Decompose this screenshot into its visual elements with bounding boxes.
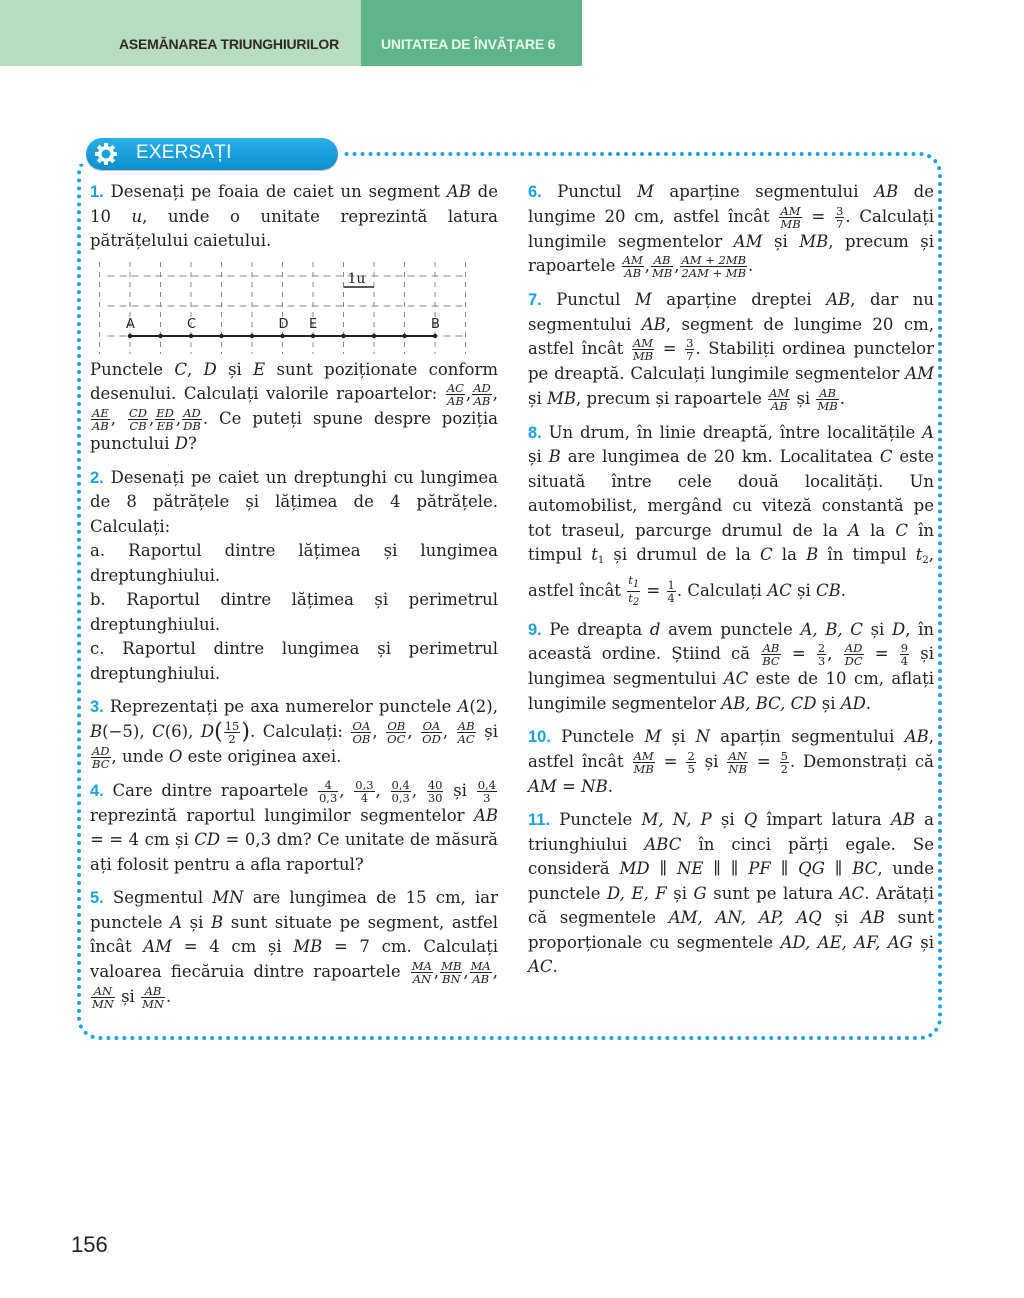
unit-title: UNITATEA DE ÎNVĂȚARE 6: [381, 36, 556, 52]
point-label-B: B: [431, 316, 440, 332]
fraction: $\frac{MA}{AB}$: [470, 958, 491, 986]
exercise-4: 4. Care dintre rapoartele $\frac{4}{0,3}$ , $\frac{0,3}{4}$ , $\frac{0,4}{0,3}$ , $\frac{40}{30}$ și $\frac{0,4}{3}$ reprezintă raportul lungimilor segmentelor AB = = 4 cm și CD = 0,3 dm? Ce unitate de măsură ați folosit pentru a afla raportul?: [90, 777, 498, 874]
fraction: $\frac{MB}{BN}$: [441, 958, 462, 986]
exercise-number: 4.: [90, 781, 104, 800]
exercise-8: 8. Un drum, în linie dreaptă, între localitățile A și B are lungimea de 20 km. Localitatea C este situată între cele două localități. Un automobilist, mergând cu viteză constantă pe tot traseul, parcurge drumul de la A la C în timpul $t_1$ și drumul de la C la B în timpul $t_2$, astfel încât $\frac{t1}{t2}$ = $\frac{1}{4}$ . Calculați AC și CB.: [528, 422, 935, 608]
header-unit-bar: [361, 0, 582, 66]
fraction: $\frac{3}{7}$: [836, 203, 844, 231]
chapter-title: ASEMĂNAREA TRIUNGHIURILOR: [118, 36, 339, 52]
exercise-number: 10.: [528, 728, 551, 746]
fraction: $\frac{OB}{OC}$: [387, 718, 406, 746]
fraction: $\frac{AB}{MB}$: [651, 253, 673, 280]
point-label-C: C: [187, 316, 197, 332]
sub-item-b: b. Raportul dintre lățimea și perimetrul dreptunghiului.: [90, 590, 498, 634]
fraction: $\frac{AN}{NB}$: [728, 748, 747, 776]
section-banner: [86, 138, 338, 170]
fraction: $\frac{0,4}{3}$: [477, 777, 496, 805]
fraction: $\frac{AM}{MB}$: [780, 203, 801, 231]
point-label-D: D: [278, 316, 289, 332]
unit-mark: [372, 333, 376, 337]
exercise-number: 7.: [528, 291, 542, 309]
unit-label: 1u: [347, 270, 366, 287]
exercise-1: 1. Desenați pe foaia de caiet un segment AB de 10 u, unde o unitate reprezintă latura pătrățelului caietului. 1u A C D E B Punctele C, D și E sunt poziționate conform desenului. Calculați valorile rapoartelor: $\frac{AC}{AB}$ , $\frac{AD}{AB}$ , $\frac{AE}{AB}$ , $\frac{CD}{CB}$ , $\frac{ED}{EB}$ , $\frac{AD}{DB}$ . Ce puteți spune despre poziția punctului D?: [90, 182, 498, 453]
right-column: [528, 180, 934, 989]
fraction: $\frac{9}{4}$: [900, 641, 909, 668]
unit-mark: [433, 333, 437, 337]
fraction: $\frac{3}{7}$: [686, 336, 694, 363]
unit-mark: [311, 333, 315, 337]
fraction: $\frac{ED}{EB}$: [156, 406, 174, 433]
exercise-11: 11. Punctele M, N, P și Q împart latura AB a triunghiului ABC în cinci părți egale. Se consideră MD ∥ NE ∥ ∥ PF ∥ QG ∥ BC, unde punctele D, E, F și G sunt pe latura AC. Arătați că segmentele AM, AN, AP, AQ și AB sunt proporționale cu segmentele AD, AE, AF, AG și AC.: [528, 810, 935, 976]
exercise-number: 5.: [90, 889, 104, 907]
unit-mark: [219, 333, 223, 337]
unit-mark: [280, 333, 284, 337]
fraction: $\frac{1}{4}$: [667, 577, 675, 605]
unit-mark: [158, 333, 162, 337]
fraction: $\frac{t1}{t2}$: [628, 572, 640, 608]
fraction: $\frac{0,3}{4}$: [355, 777, 374, 805]
fraction: $\frac{2}{5}$: [687, 748, 695, 776]
exercise-number: 3.: [90, 698, 104, 716]
exercise-number: 9.: [528, 620, 542, 639]
exercise-number: 8.: [528, 423, 542, 442]
fraction: $\frac{AE}{AB}$: [92, 406, 109, 433]
left-column: [90, 180, 498, 1019]
fraction: $\frac{15}{2}$: [224, 718, 240, 746]
fraction: $\frac{AB}{BC}$: [762, 641, 780, 668]
fraction: $\frac{AM}{AB}$: [622, 253, 643, 280]
exercise-5: 5. Segmentul MN are lungimea de 15 cm, iar punctele A și B sunt situate pe segment, astfel încât AM = 4 cm și MB = 7 cm. Calculați valoarea fiecăruia dintre rapoartele $\frac{MA}{AN}$ , $\frac{MB}{BN}$ , $\frac{MA}{AB}$ , $\frac{AN}{MN}$ și $\frac{AB}{MN}$ .: [90, 888, 499, 1011]
fraction: $\frac{AB}{MB}$: [817, 385, 838, 413]
fraction: $\frac{OA}{OB}$: [352, 718, 371, 746]
fraction: $\frac{40}{30}$: [427, 777, 443, 805]
header-chapter-bar: [0, 0, 361, 66]
fraction: $\frac{AB}{MN}$: [142, 983, 164, 1011]
point-label-E: E: [309, 316, 318, 332]
fraction: $\frac{AC}{AB}$: [446, 381, 464, 408]
fraction: $\frac{CD}{CB}$: [128, 406, 148, 433]
segment-grid-figure: [90, 254, 498, 354]
fraction: $\frac{AM}{MB}$: [633, 748, 654, 776]
sub-item-a: a. Raportul dintre lățimea și lungimea dreptunghiului.: [90, 541, 498, 585]
fraction: $\frac{MA}{AN}$: [411, 958, 432, 986]
unit-mark: [341, 333, 345, 337]
fraction: $\frac{2}{3}$: [817, 641, 826, 668]
fraction: $\frac{OA}{OD}$: [422, 718, 441, 746]
fraction: $\frac{AM + 2MB}{2AM + MB}$: [681, 253, 747, 280]
page-number: 156: [71, 1232, 108, 1257]
sub-item-c: c. Raportul dintre lungimea și perimetrul dreptunghiului.: [90, 639, 498, 683]
fraction: $\frac{5}{2}$: [780, 748, 788, 776]
exercise-3: 3. Reprezentați pe axa numerelor punctele A(2), B(−5), C(6), D( $\frac{15}{2}$ ). Calculați: $\frac{OA}{OB}$ , $\frac{OB}{OC}$ , $\frac{OA}{OD}$ , $\frac{AB}{AC}$ și $\frac{AD}{BC}$ , unde O este originea axei.: [90, 697, 498, 771]
fraction: $\frac{AD}{DC}$: [844, 641, 863, 668]
point-label-A: A: [126, 316, 135, 332]
unit-mark: [402, 333, 406, 337]
fraction: $\frac{AD}{DB}$: [183, 406, 201, 433]
grid-diagram: [90, 254, 498, 354]
exercise-number: 6.: [528, 183, 542, 201]
fraction: $\frac{AM}{MB}$: [632, 336, 654, 363]
exercise-number: 2.: [90, 468, 104, 487]
exercise-7: 7. Punctul M aparține dreptei AB, dar nu segmentului AB, segment de lungime 20 cm, astfel încât $\frac{AM}{MB}$ = $\frac{3}{7}$ . Stabiliți ordinea punctelor pe dreaptă. Calculați lungimile segmentelor AM și MB, precum și rapoartele $\frac{AM}{AB}$ și $\frac{AB}{MB}$ .: [528, 290, 935, 413]
section-title: EXERSAȚI: [136, 142, 232, 163]
exercise-10: 10. Punctele M și N aparțin segmentului AB, astfel încât $\frac{AM}{MB}$ = $\frac{2}{5}$ și $\frac{AN}{NB}$ = $\frac{5}{2}$ . Demonstrați că AM = NB.: [528, 727, 935, 796]
fraction: $\frac{0,4}{0,3}$: [391, 777, 410, 805]
fraction: $\frac{AN}{MN}$: [92, 983, 114, 1011]
exercise-number: 1.: [90, 183, 104, 201]
unit-mark: [128, 333, 132, 337]
fraction: $\frac{AD}{BC}$: [92, 743, 110, 771]
exercise-number: 11.: [528, 811, 551, 829]
fraction: $\frac{AB}{AC}$: [457, 718, 475, 746]
exercise-2: 2. Desenați pe caiet un dreptunghi cu lungimea de 8 pătrățele și lățimea de 4 pătrățele. Calculați: a. Raportul dintre lățimea și lungimea dreptunghiului. b. Raportul dintre lățimea și perimetrul dreptunghiului. c. Raportul dintre lungimea și perimetrul dreptunghiului.: [90, 466, 498, 687]
unit-mark: [250, 333, 254, 337]
fraction: $\frac{AM}{AB}$: [769, 385, 790, 413]
exercise-9: 9. Pe dreapta d avem punctele A, B, C și D, în această ordine. Știind că $\frac{AB}{BC}$ = $\frac{2}{3}$ , $\frac{AD}{DC}$ = $\frac{9}{4}$ și lungimea segmentului AC este de 10 cm, aflați lungimile segmentelor AB, BC, CD și AD.: [528, 619, 934, 713]
unit-mark: [189, 333, 193, 337]
gear-icon: [94, 142, 118, 166]
exercise-6: 6. Punctul M aparține segmentului AB de lungime 20 cm, astfel încât $\frac{AM}{MB}$ = $\frac{3}{7}$ . Calculați lungimile segmentelor AM și MB, precum și rapoartele $\frac{AM}{AB}$ , $\frac{AB}{MB}$ , $\frac{AM + 2MB}{2AM + MB}$ .: [528, 182, 934, 280]
fraction: $\frac{4}{0,3}$: [318, 777, 338, 805]
fraction: $\frac{AD}{AB}$: [473, 381, 491, 408]
